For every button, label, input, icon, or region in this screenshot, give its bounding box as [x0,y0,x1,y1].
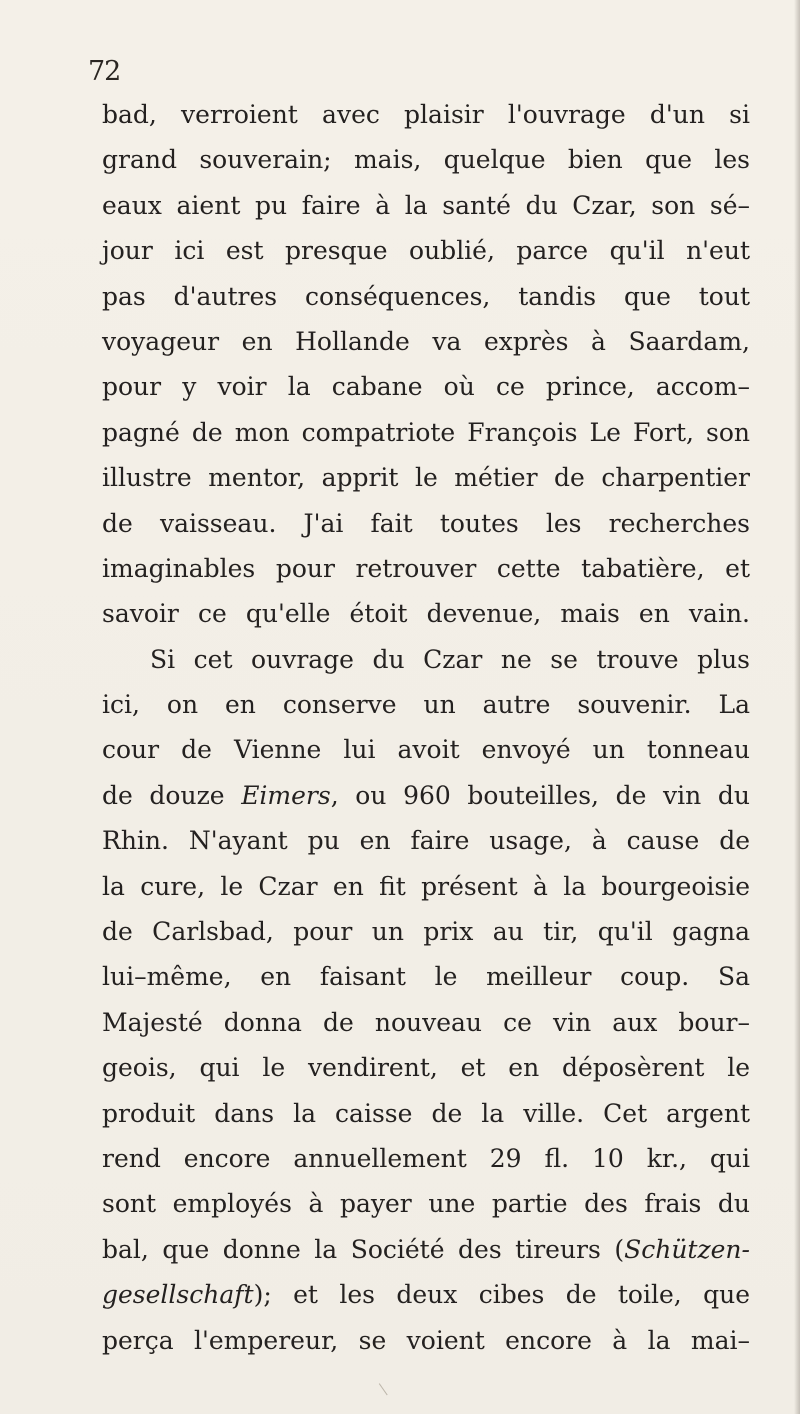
text-line: lui–même, en faisant le meilleur coup. Sa [102,962,750,992]
italic-term: Schützen- [624,1234,750,1264]
italic-term: gesellschaft [102,1280,254,1310]
text-line: sont employés à payer une partie des frais du [102,1189,750,1219]
text-line: Majesté donna de nouveau ce vin aux bour– [102,1007,750,1037]
text-line: Rhin. N'ayant pu en faire usage, à cause de [102,826,750,856]
text-line: voyageur en Hollande va exprès à Saardam, [102,326,750,356]
text-line: geois, qui le vendirent, et en déposèrent le [102,1053,750,1083]
text-line: pagné de mon compatriote François Le Fort, son [102,417,750,447]
text-line: pas d'autres conséquences, tandis que tout [102,281,750,311]
paragraph-start-line: Si cet ouvrage du Czar ne se trouve plus [150,644,750,674]
text-line: de vaisseau. J'ai fait toutes les recherches [102,508,750,538]
text-line: gesellschaft); et les deux cibes de toile, que [102,1280,750,1310]
text-line: jour ici est presque oublié, parce qu'il n'eut [102,236,750,266]
page-edge-shadow [794,0,800,1414]
paper-mark [379,1379,394,1396]
text-line: de douze Eimers, ou 960 bouteilles, de vin du [102,780,750,810]
text-line: savoir ce qu'elle étoit devenue, mais en vain. [102,599,750,629]
text-line: produit dans la caisse de la ville. Cet argent [102,1098,750,1128]
text-line: perça l'empereur, se voient encore à la mai– [102,1325,750,1355]
text-line: cour de Vienne lui avoit envoyé un tonneau [102,735,750,765]
text-line: eaux aient pu faire à la santé du Czar, son sé– [102,190,750,220]
body-text [102,92,750,1363]
text-line: imaginables pour retrouver cette tabatière, et [102,553,750,583]
text-line: grand souverain; mais, quelque bien que les [102,145,750,175]
text-line: bad, verroient avec plaisir l'ouvrage d'un si [102,100,750,129]
text-line: de Carlsbad, pour un prix au tir, qu'il gagna [102,917,750,947]
italic-term: Eimers [241,780,331,810]
text-line: illustre mentor, apprit le métier de charpentier [102,463,750,493]
text-line: rend encore annuellement 29 fl. 10 kr., qui [102,1143,750,1173]
text-line: ici, on en conserve un autre souvenir. La [102,690,750,720]
text-line: pour y voir la cabane où ce prince, accom– [102,372,750,402]
page-number: 72 [88,56,121,87]
text-line: bal, que donne la Société des tireurs (Schützen- [102,1234,750,1264]
text-line: la cure, le Czar en fit présent à la bourgeoisie [102,871,750,901]
